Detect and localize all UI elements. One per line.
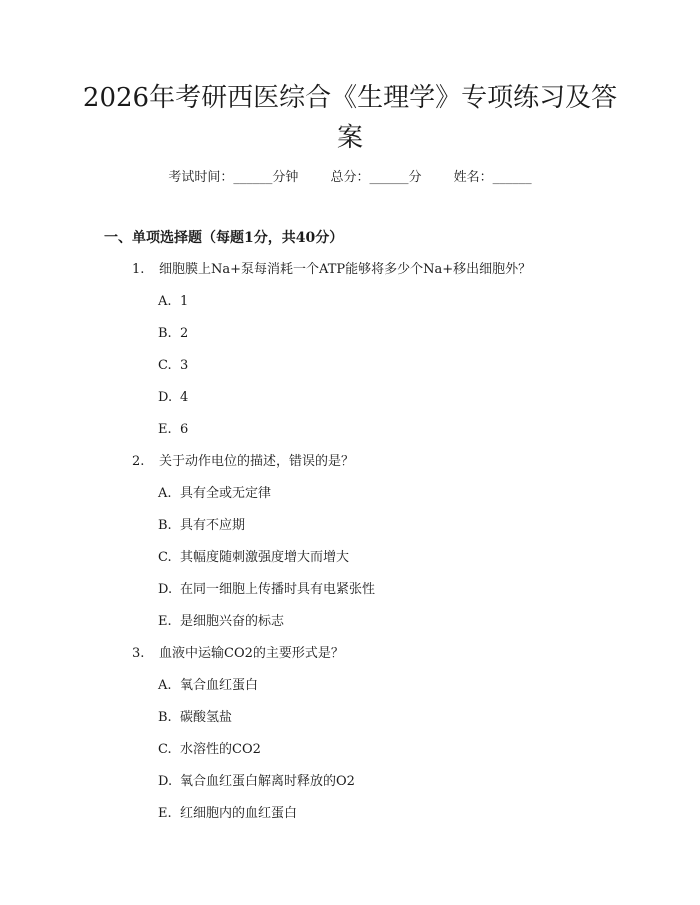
question-text: 关于动作电位的描述，错误的是？ [159, 454, 355, 469]
question-number: 3. [132, 646, 145, 661]
option-text: 具有不应期 [180, 518, 246, 533]
name-field: 姓名：______ [453, 170, 532, 185]
total-score-field: 总分：______分 [330, 170, 422, 185]
question-2-option-d [158, 580, 375, 600]
question-3-option-e [158, 804, 297, 824]
question-1-option-d [158, 388, 188, 408]
question-3-option-d [158, 772, 355, 792]
option-text: 3 [180, 358, 189, 373]
option-text: 其幅度随刺激强度增大而增大 [180, 550, 350, 565]
option-letter: D. [158, 390, 173, 405]
question-2-option-a [158, 484, 271, 504]
option-letter: C. [158, 742, 172, 757]
question-3-option-a [158, 676, 258, 696]
option-letter: E. [158, 422, 172, 437]
option-text: 氧合血红蛋白 [180, 678, 259, 693]
option-letter: D. [158, 774, 173, 789]
question-1-option-a [158, 292, 188, 312]
option-text: 具有全或无定律 [180, 486, 272, 501]
option-text: 水溶性的CO2 [180, 742, 261, 757]
question-2-option-b [158, 516, 245, 536]
question-number: 2. [132, 454, 145, 469]
question-2 [132, 452, 354, 472]
option-text: 6 [180, 422, 189, 437]
option-letter: B. [158, 326, 172, 341]
question-2-option-c [158, 548, 349, 568]
option-letter: C. [158, 550, 172, 565]
option-letter: A. [158, 294, 172, 309]
question-1 [132, 260, 531, 280]
option-text: 是细胞兴奋的标志 [180, 614, 285, 629]
question-3-option-b [158, 708, 232, 728]
question-text: 细胞膜上Na+泵每消耗一个ATP能够将多少个Na+移出细胞外？ [159, 262, 532, 277]
option-text: 2 [180, 326, 189, 341]
question-3-option-c [158, 740, 261, 760]
question-number: 1. [132, 262, 145, 277]
exam-meta [0, 168, 700, 188]
option-text: 碳酸氢盐 [180, 710, 233, 725]
question-1-option-e [158, 420, 188, 440]
option-letter: D. [158, 582, 173, 597]
question-1-option-c [158, 356, 188, 376]
option-letter: B. [158, 518, 172, 533]
option-letter: A. [158, 678, 172, 693]
option-text: 红细胞内的血红蛋白 [180, 806, 298, 821]
option-text: 氧合血红蛋白解离时释放的O2 [180, 774, 355, 789]
option-letter: C. [158, 358, 172, 373]
question-2-option-e [158, 612, 284, 632]
question-text: 血液中运输CO2的主要形式是？ [159, 646, 344, 661]
section-heading: 一、单项选择题（每题1分，共40分） [104, 230, 344, 246]
question-1-option-b [158, 324, 188, 344]
option-letter: A. [158, 486, 172, 501]
question-3 [132, 644, 344, 664]
option-text: 4 [180, 390, 189, 405]
option-letter: E. [158, 806, 172, 821]
option-text: 在同一细胞上传播时具有电紧张性 [180, 582, 376, 597]
option-text: 1 [180, 294, 189, 309]
exam-time-field: 考试时间：______分钟 [168, 170, 299, 185]
page-title: 2026年考研西医综合《生理学》专项练习及答案 [82, 83, 618, 153]
option-letter: E. [158, 614, 172, 629]
option-letter: B. [158, 710, 172, 725]
